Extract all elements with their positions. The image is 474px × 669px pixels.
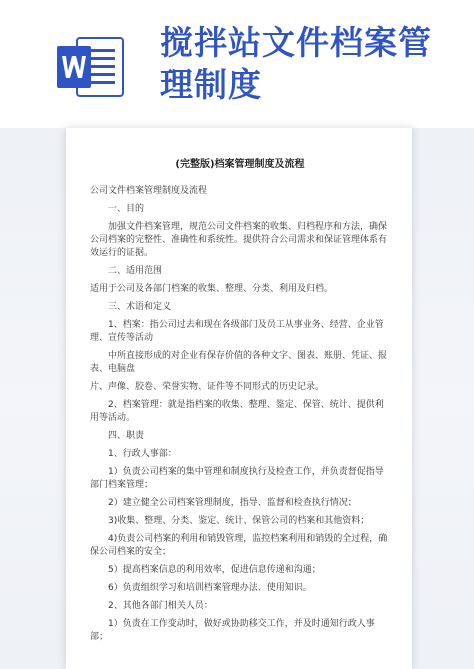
doc-list-item: 4)负责公司档案的利用和销毁管理，监控档案利用和销毁的全过程，确保公司档案的安全；: [90, 534, 388, 557]
page-header: [0, 0, 474, 128]
doc-list-item: 2）建立健全公司档案管理制度，指导、监督和检查执行情况；: [108, 498, 357, 508]
doc-paragraph: 2、档案管理：就是指档案的收集、整理、鉴定、保管、统计、提供利用等活动。: [90, 400, 384, 423]
doc-paragraph: 片、声像、胶卷、荣誉实物、证件等不同形式的历史记录。: [90, 382, 325, 392]
document-body: [90, 158, 390, 649]
document-page: [66, 128, 412, 669]
doc-list-item: 3)收集、整理、分类、鉴定、统计、保管公司的档案和其他资料；: [108, 516, 370, 526]
doc-list-item: 1）负责公司档案的集中管理和制度执行及检查工作，并负责督促指导部门档案管理；: [90, 467, 384, 490]
doc-list-item: 1）负责在工作变动时，做好或协助移交工作，并及时通知行政人事部；: [90, 619, 375, 642]
doc-heading: 公司文件档案管理制度及流程: [90, 186, 208, 196]
doc-section-heading: 一、目的: [108, 204, 145, 214]
doc-section-heading: 二、适用范围: [108, 266, 163, 276]
doc-list-item: 6）负责组织学习和培训档案管理办法、使用知识。: [108, 583, 312, 593]
doc-paragraph: 适用于公司及各部门档案的收集、整理、分类、利用及归档。: [90, 284, 334, 294]
word-doc-icon: [55, 36, 125, 98]
document-title: (完整版)档案管理制度及流程: [175, 159, 305, 170]
page-title: 搅拌站文件档案管理制度: [160, 23, 432, 104]
doc-paragraph: 1、档案：指公司过去和现在各级部门及员工从事业务、经营、企业管理、宣传等活动: [90, 320, 384, 343]
doc-section-heading: 三、术语和定义: [108, 302, 172, 312]
doc-list-item: 5）提高档案信息的利用效率，促进信息传递和沟通；: [108, 565, 321, 575]
doc-subheading: 1、行政人事部：: [108, 449, 177, 459]
doc-subheading: 2、其他各部门相关人员：: [108, 601, 213, 611]
doc-paragraph: 加强文件档案管理，规范公司文件档案的收集、归档程序和方法，确保公司档案的完整性、准确性和系统性。提供符合公司需求和保证管理体系有效运行的证据。: [90, 222, 388, 258]
doc-section-heading: 四、职责: [108, 431, 145, 441]
doc-paragraph: 中所直接形成的对企业有保存价值的各种文字、图表、账册、凭证、报表、电脑盘: [90, 351, 388, 374]
